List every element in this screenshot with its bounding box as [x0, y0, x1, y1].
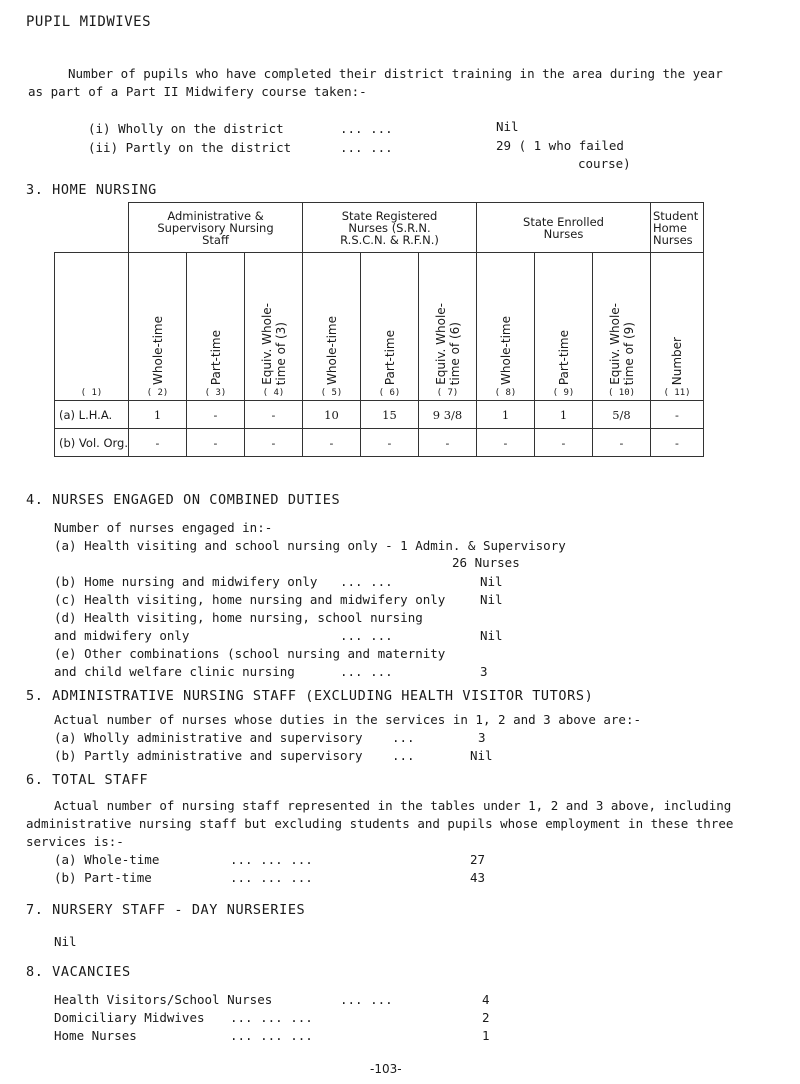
- col-header-1: [55, 253, 129, 401]
- table-cell: 1: [129, 401, 187, 429]
- s5-item-a: (a) Wholly administrative and supervisory: [54, 730, 363, 745]
- pupils-label-2: (ii) Partly on the district: [88, 140, 292, 155]
- table-group-header-row: [55, 203, 704, 253]
- table-cell: -: [245, 429, 303, 457]
- group-admin-supervisory: [129, 203, 303, 253]
- s4-item-c-value: Nil: [480, 592, 503, 607]
- section-7-title: 7. NURSERY STAFF - DAY NURSERIES: [26, 902, 306, 918]
- s5-item-a-dots: ...: [392, 730, 415, 745]
- col-number: ( 2): [146, 388, 169, 398]
- s5-item-b-value: Nil: [470, 748, 493, 763]
- col-label: time of (3): [273, 321, 288, 385]
- group-state-enrolled: [477, 203, 651, 253]
- s8-item-2: Domiciliary Midwives: [54, 1010, 205, 1025]
- table-cell: 5/8: [593, 401, 651, 429]
- col-number: ( 9): [552, 388, 575, 398]
- s7-value: Nil: [54, 934, 77, 949]
- s4-item-e-value: 3: [480, 664, 488, 679]
- col-number: ( 10): [607, 388, 636, 398]
- col-header-3: [187, 253, 245, 401]
- section-4-title: 4. NURSES ENGAGED ON COMBINED DUTIES: [26, 492, 341, 508]
- group-label-line: State Registered: [341, 208, 438, 223]
- table-cell: -: [477, 429, 535, 457]
- s4-item-b: (b) Home nursing and midwifery only: [54, 574, 318, 589]
- group-label-line: Nurses: [653, 232, 693, 247]
- col-number: ( 1): [80, 388, 103, 398]
- table-column-header-row: [55, 253, 704, 401]
- col-number: ( 7): [436, 388, 459, 398]
- group-label-line: Nurses: [543, 226, 584, 241]
- col-number: ( 4): [262, 388, 285, 398]
- table-cell: -: [361, 429, 419, 457]
- s6-line-3: services is:-: [26, 834, 124, 849]
- s4-item-e-cont: and child welfare clinic nursing: [54, 664, 295, 679]
- col-header-9: [535, 253, 593, 401]
- s4-item-d-value: Nil: [480, 628, 503, 643]
- s5-item-b-dots: ...: [392, 748, 415, 763]
- s5-intro: Actual number of nurses whose duties in the services in 1, 2 and 3 above are:-: [54, 712, 641, 727]
- col-label: Whole-time: [498, 316, 513, 385]
- s6-item-b-value: 43: [470, 870, 486, 885]
- s6-item-b-dots: ... ... ...: [230, 870, 313, 885]
- section-5-title: 5. ADMINISTRATIVE NURSING STAFF (EXCLUDING HEALTH VISITOR TUTORS): [26, 688, 594, 704]
- col-header-8: [477, 253, 535, 401]
- col-header-7: [419, 253, 477, 401]
- table-cell: -: [245, 401, 303, 429]
- table-row: [55, 401, 704, 429]
- col-header-4: [245, 253, 303, 401]
- s4-intro: Number of nurses engaged in:-: [54, 520, 273, 535]
- row-label: (b) Vol. Org.: [55, 429, 129, 457]
- col-label: time of (6): [447, 321, 462, 385]
- pupils-course: course): [578, 156, 631, 171]
- s5-item-b: (b) Partly administrative and supervisory: [54, 748, 363, 763]
- table-cell: -: [419, 429, 477, 457]
- table-cell: -: [535, 429, 593, 457]
- intro-line-2: as part of a Part II Midwifery course taken:-: [28, 84, 367, 99]
- group-label-line: Nurses (S.R.N.: [348, 220, 431, 235]
- section-3-title: 3. HOME NURSING: [26, 182, 157, 198]
- table-cell: -: [129, 429, 187, 457]
- s4-item-a-value: 26 Nurses: [452, 555, 520, 570]
- col-label: Part-time: [382, 329, 397, 385]
- s6-item-a-dots: ... ... ...: [230, 852, 313, 867]
- s5-item-a-value: 3: [478, 730, 486, 745]
- pupils-value-2: 29 ( 1 who failed: [496, 138, 624, 153]
- group-state-registered: [303, 203, 477, 253]
- col-header-5: [303, 253, 361, 401]
- group-label-line: Supervisory Nursing: [157, 220, 274, 235]
- col-label: Whole-time: [150, 316, 165, 385]
- pupils-label-1: (i) Wholly on the district: [88, 121, 284, 136]
- table-cell: 15: [361, 401, 419, 429]
- group-label-line: R.S.C.N. & R.F.N.): [340, 232, 439, 247]
- group-label-line: Staff: [202, 232, 229, 247]
- col-label: Whole-time: [324, 316, 339, 385]
- s8-item-3-value: 1: [482, 1028, 490, 1043]
- col-number: ( 3): [204, 388, 227, 398]
- s6-item-a-value: 27: [470, 852, 486, 867]
- col-header-2: [129, 253, 187, 401]
- s4-item-d-dots: ... ...: [340, 628, 393, 643]
- table-cell: -: [303, 429, 361, 457]
- s4-item-d: (d) Health visiting, home nursing, school nursing: [54, 610, 423, 625]
- table-corner: [55, 203, 129, 253]
- col-label: Equiv. Whole-: [433, 303, 448, 385]
- row-label: (a) L.H.A.: [55, 401, 129, 429]
- intro-line-1: Number of pupils who have completed their district training in the area during the year: [68, 66, 723, 81]
- table-cell: 1: [477, 401, 535, 429]
- s4-item-c: (c) Health visiting, home nursing and midwifery only: [54, 592, 446, 607]
- col-label: Number: [670, 336, 684, 385]
- s8-item-3-dots: ... ... ...: [230, 1028, 313, 1043]
- page-number: -103-: [370, 1062, 402, 1076]
- group-student-home: [651, 203, 704, 253]
- home-nursing-table: [54, 202, 704, 457]
- s6-line-1: Actual number of nursing staff represented in the tables under 1, 2 and 3 above, including: [54, 798, 732, 813]
- section-8-title: 8. VACANCIES: [26, 964, 131, 980]
- col-label: Part-time: [556, 329, 571, 385]
- s6-item-a: (a) Whole-time: [54, 852, 160, 867]
- group-label-line: Student: [653, 208, 699, 223]
- section-6-title: 6. TOTAL STAFF: [26, 772, 149, 788]
- col-header-6: [361, 253, 419, 401]
- s4-item-d-cont: and midwifery only: [54, 628, 190, 643]
- s4-item-e-dots: ... ...: [340, 664, 393, 679]
- group-label-line: State Enrolled: [523, 214, 604, 229]
- table-row: [55, 429, 704, 457]
- s8-item-2-value: 2: [482, 1010, 490, 1025]
- s8-item-1-value: 4: [482, 992, 490, 1007]
- col-label: Part-time: [208, 329, 223, 385]
- s6-line-2: administrative nursing staff but excluding students and pupils whose employment in these three: [26, 816, 734, 831]
- group-label-line: Administrative &: [167, 208, 264, 223]
- s4-item-b-value: Nil: [480, 574, 503, 589]
- table-cell: -: [593, 429, 651, 457]
- col-number: ( 11): [663, 388, 691, 398]
- table-cell: -: [187, 401, 245, 429]
- col-number: ( 5): [320, 388, 343, 398]
- table-cell: 9 3/8: [419, 401, 477, 429]
- table-cell: -: [187, 429, 245, 457]
- col-header-10: [593, 253, 651, 401]
- s8-item-1: Health Visitors/School Nurses: [54, 992, 273, 1007]
- table-cell: -: [651, 401, 704, 429]
- s4-item-a: (a) Health visiting and school nursing only - 1 Admin. & Supervisory: [54, 538, 566, 553]
- col-label: Equiv. Whole-: [607, 303, 622, 385]
- table-cell: 10: [303, 401, 361, 429]
- page-title: PUPIL MIDWIVES: [26, 14, 152, 30]
- col-number: ( 8): [494, 388, 517, 398]
- col-label: time of (9): [621, 321, 636, 385]
- s8-item-2-dots: ... ... ...: [230, 1010, 313, 1025]
- s6-item-b: (b) Part-time: [54, 870, 152, 885]
- pupils-dots-2: ... ...: [340, 140, 393, 155]
- s8-item-3: Home Nurses: [54, 1028, 137, 1043]
- col-number: ( 6): [378, 388, 401, 398]
- group-label-line: Home: [653, 220, 687, 235]
- s4-item-e: (e) Other combinations (school nursing and maternity: [54, 646, 446, 661]
- pupils-dots-1: ... ...: [340, 121, 393, 136]
- s4-item-b-dots: ... ...: [340, 574, 393, 589]
- s8-item-1-dots: ... ...: [340, 992, 393, 1007]
- table-cell: -: [651, 429, 704, 457]
- pupils-value-1: Nil: [496, 119, 519, 134]
- col-header-11: [651, 253, 704, 401]
- col-label: Equiv. Whole-: [259, 303, 274, 385]
- table-cell: 1: [535, 401, 593, 429]
